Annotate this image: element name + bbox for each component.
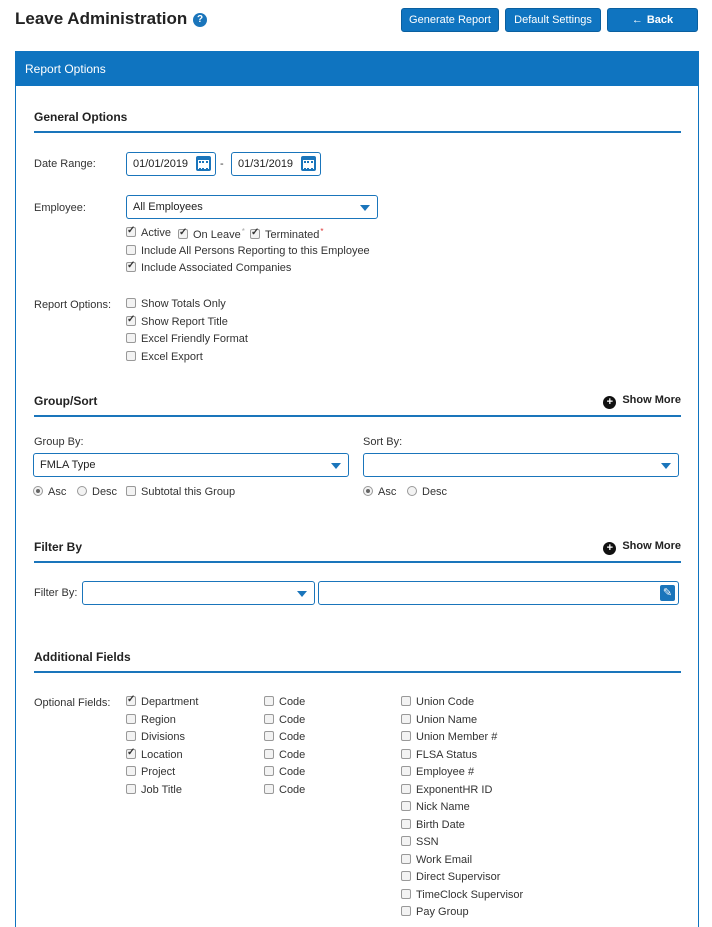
plus-circle-icon[interactable]: + xyxy=(603,542,616,555)
employee-select[interactable] xyxy=(126,195,378,219)
code-field-label: Code xyxy=(279,731,306,743)
group-sort-show-more[interactable] xyxy=(603,394,681,409)
employee-label: Employee: xyxy=(34,202,86,214)
checkbox-box[interactable] xyxy=(401,854,411,864)
checkbox-box[interactable] xyxy=(401,906,411,916)
show-totals-checkbox[interactable] xyxy=(126,298,226,310)
on-leave-label: On Leave xyxy=(193,229,241,241)
group-by-select[interactable] xyxy=(33,453,349,477)
additional-fields-heading xyxy=(34,650,681,673)
code-field-label: Code xyxy=(279,766,306,778)
checkbox-box[interactable] xyxy=(126,245,136,255)
optional-field-checkbox[interactable] xyxy=(126,731,185,743)
optional-field-label: Job Title xyxy=(141,783,182,796)
sort-asc-radio[interactable] xyxy=(363,486,396,498)
generate-report-button[interactable]: Generate Report xyxy=(401,8,499,32)
checkbox-box[interactable] xyxy=(401,889,411,899)
sort-by-label: Sort By: xyxy=(363,436,403,448)
info-asterisk: * xyxy=(241,227,245,236)
desc-label: Desc xyxy=(92,486,118,498)
filter-by-label: Filter By: xyxy=(34,587,78,599)
optional-fields-label: Optional Fields: xyxy=(34,697,111,709)
checkbox-box[interactable] xyxy=(126,298,136,308)
include-reporting-checkbox[interactable] xyxy=(126,245,370,257)
optional-field-label: Location xyxy=(141,748,183,761)
optional-field-label: Region xyxy=(141,713,176,726)
excel-friendly-label: Excel Friendly Format xyxy=(141,333,248,345)
report-options-panel xyxy=(15,51,699,927)
optional-field-checkbox[interactable] xyxy=(126,784,182,796)
chevron-down-icon xyxy=(331,463,341,469)
checkbox-box[interactable] xyxy=(264,714,274,724)
extra-field-checkbox[interactable] xyxy=(401,766,474,778)
back-button-label: Back xyxy=(646,14,674,26)
optional-field-checkbox[interactable] xyxy=(126,749,183,761)
extra-field-label: Birth Date xyxy=(416,818,465,831)
extra-field-label: Union Name xyxy=(416,713,478,726)
radio-circle[interactable] xyxy=(407,486,417,496)
code-field-label: Code xyxy=(279,783,306,796)
active-label: Active xyxy=(141,227,171,239)
date-range-label: Date Range: xyxy=(34,158,96,170)
include-companies-label: Include Associated Companies xyxy=(141,262,292,274)
checkbox-box[interactable] xyxy=(126,351,136,361)
show-more-label: Show More xyxy=(622,540,681,552)
code-field-label: Code xyxy=(279,713,306,726)
plus-circle-icon[interactable]: + xyxy=(603,396,616,409)
checkbox-box[interactable] xyxy=(401,766,411,776)
show-more-label: Show More xyxy=(622,394,681,406)
group-by-value: FMLA Type xyxy=(40,459,96,471)
extra-field-label: SSN xyxy=(416,836,439,848)
code-field-checkbox[interactable] xyxy=(264,714,305,726)
include-companies-checkbox[interactable] xyxy=(126,262,291,274)
general-options-heading xyxy=(34,110,681,133)
code-field-label: Code xyxy=(279,748,306,761)
extra-field-label: FLSA Status xyxy=(416,748,478,761)
calendar-icon[interactable] xyxy=(196,156,211,171)
radio-circle[interactable] xyxy=(77,486,87,496)
show-report-title-checkbox[interactable] xyxy=(126,316,228,328)
checkbox-box[interactable] xyxy=(264,784,274,794)
default-settings-button[interactable]: Default Settings xyxy=(505,8,601,32)
employee-select-value: All Employees xyxy=(133,201,203,213)
asc-label: Asc xyxy=(378,486,397,498)
filter-show-more[interactable] xyxy=(603,540,681,555)
checkbox-box[interactable] xyxy=(126,696,136,706)
checkbox-box[interactable] xyxy=(401,871,411,881)
date-from-value: 01/01/2019 xyxy=(133,158,189,170)
edit-icon[interactable]: ✎ xyxy=(660,585,675,601)
checkbox-box[interactable] xyxy=(401,836,411,846)
asc-label: Asc xyxy=(48,486,67,498)
additional-fields-title: Additional Fields xyxy=(34,650,131,664)
checkbox-box[interactable] xyxy=(401,714,411,724)
code-field-checkbox[interactable] xyxy=(264,731,305,743)
extra-field-checkbox[interactable] xyxy=(401,749,477,761)
checkbox-box[interactable] xyxy=(126,316,136,326)
group-sort-title: Group/Sort xyxy=(34,394,98,408)
extra-field-checkbox[interactable] xyxy=(401,871,500,883)
group-sort-heading xyxy=(34,394,681,417)
extra-field-label: Union Member # xyxy=(416,731,498,743)
excel-export-checkbox[interactable] xyxy=(126,351,203,363)
show-report-title-label: Show Report Title xyxy=(141,316,228,328)
chevron-down-icon xyxy=(360,205,370,211)
code-field-checkbox[interactable] xyxy=(264,749,305,761)
date-to-input[interactable] xyxy=(231,152,321,176)
extra-field-label: Nick Name xyxy=(416,801,470,813)
subtotal-checkbox[interactable] xyxy=(126,486,235,498)
code-field-label: Code xyxy=(279,696,306,708)
checkbox-box[interactable] xyxy=(401,801,411,811)
optional-field-checkbox[interactable] xyxy=(126,766,175,778)
group-by-label: Group By: xyxy=(34,436,84,448)
terminated-checkbox[interactable] xyxy=(250,227,324,241)
checkbox-box[interactable] xyxy=(126,766,136,776)
extra-field-checkbox[interactable] xyxy=(401,784,492,796)
extra-field-checkbox[interactable] xyxy=(401,906,469,918)
sort-by-select[interactable] xyxy=(363,453,679,477)
group-desc-radio[interactable] xyxy=(77,486,117,498)
excel-export-label: Excel Export xyxy=(141,351,203,363)
checkbox-box[interactable] xyxy=(264,696,274,706)
checkbox-box[interactable] xyxy=(126,262,136,272)
checkbox-box[interactable] xyxy=(401,819,411,829)
extra-field-checkbox[interactable] xyxy=(401,836,439,848)
subtotal-label: Subtotal this Group xyxy=(141,486,236,498)
panel-header: Report Options xyxy=(16,52,698,86)
chevron-down-icon xyxy=(661,463,671,469)
extra-field-label: ExponentHR ID xyxy=(416,783,493,796)
checkbox-box[interactable] xyxy=(126,784,136,794)
filter-value-input[interactable] xyxy=(318,581,679,605)
code-field-checkbox[interactable] xyxy=(264,766,305,778)
checkbox-box[interactable] xyxy=(401,784,411,794)
question-circle-icon[interactable]: ? xyxy=(193,13,207,27)
optional-field-label: Project xyxy=(141,766,176,778)
code-field-checkbox[interactable] xyxy=(264,696,305,708)
checkbox-box[interactable] xyxy=(250,229,260,239)
sort-desc-radio[interactable] xyxy=(407,486,447,498)
checkbox-box[interactable] xyxy=(401,696,411,706)
extra-field-label: TimeClock Supervisor xyxy=(416,888,524,901)
checkbox-box[interactable] xyxy=(126,714,136,724)
back-button[interactable] xyxy=(607,8,698,32)
extra-field-checkbox[interactable] xyxy=(401,801,470,813)
extra-field-label: Work Email xyxy=(416,853,473,866)
checkbox-box[interactable] xyxy=(401,749,411,759)
extra-field-label: Employee # xyxy=(416,766,475,778)
checkbox-box[interactable] xyxy=(401,731,411,741)
extra-field-checkbox[interactable] xyxy=(401,819,465,831)
date-separator: - xyxy=(220,158,224,170)
checkbox-box[interactable] xyxy=(126,333,136,343)
show-totals-label: Show Totals Only xyxy=(141,298,226,310)
extra-field-label: Union Code xyxy=(416,696,475,708)
terminated-label: Terminated xyxy=(265,229,320,241)
code-field-checkbox[interactable] xyxy=(264,784,305,796)
on-leave-checkbox[interactable] xyxy=(178,227,245,241)
chevron-down-icon xyxy=(297,591,307,597)
arrow-left-icon: ← xyxy=(631,14,643,26)
extra-field-label: Pay Group xyxy=(416,906,469,918)
filter-field-select[interactable] xyxy=(82,581,315,605)
page-title: Leave Administration xyxy=(15,9,188,28)
general-options-title: General Options xyxy=(34,110,128,124)
date-to-value: 01/31/2019 xyxy=(238,158,294,170)
radio-circle[interactable] xyxy=(363,486,373,496)
report-options-label: Report Options: xyxy=(34,299,112,311)
checkbox-box[interactable] xyxy=(178,229,188,239)
checkbox-box[interactable] xyxy=(126,227,136,237)
required-asterisk: * xyxy=(320,227,324,236)
checkbox-box[interactable] xyxy=(126,486,136,496)
excel-friendly-checkbox[interactable] xyxy=(126,333,248,345)
filter-by-title: Filter By xyxy=(34,540,83,554)
extra-field-checkbox[interactable] xyxy=(401,696,474,708)
checkbox-box[interactable] xyxy=(126,749,136,759)
extra-field-checkbox[interactable] xyxy=(401,714,477,726)
date-from-input[interactable] xyxy=(126,152,216,176)
checkbox-box[interactable] xyxy=(264,749,274,759)
filter-by-heading xyxy=(34,540,681,563)
desc-label: Desc xyxy=(422,486,448,498)
extra-field-checkbox[interactable] xyxy=(401,731,497,743)
optional-field-checkbox[interactable] xyxy=(126,714,176,726)
active-checkbox[interactable] xyxy=(126,227,171,239)
extra-field-label: Direct Supervisor xyxy=(416,871,501,883)
radio-circle[interactable] xyxy=(33,486,43,496)
calendar-icon[interactable] xyxy=(301,156,316,171)
optional-field-label: Divisions xyxy=(141,731,186,743)
optional-field-label: Department xyxy=(141,696,199,708)
page-header xyxy=(15,8,698,34)
extra-field-checkbox[interactable] xyxy=(401,889,523,901)
group-asc-radio[interactable] xyxy=(33,486,66,498)
extra-field-checkbox[interactable] xyxy=(401,854,472,866)
checkbox-box[interactable] xyxy=(126,731,136,741)
checkbox-box[interactable] xyxy=(264,731,274,741)
include-reporting-label: Include All Persons Reporting to this Employee xyxy=(141,245,370,257)
checkbox-box[interactable] xyxy=(264,766,274,776)
optional-field-checkbox[interactable] xyxy=(126,696,198,708)
